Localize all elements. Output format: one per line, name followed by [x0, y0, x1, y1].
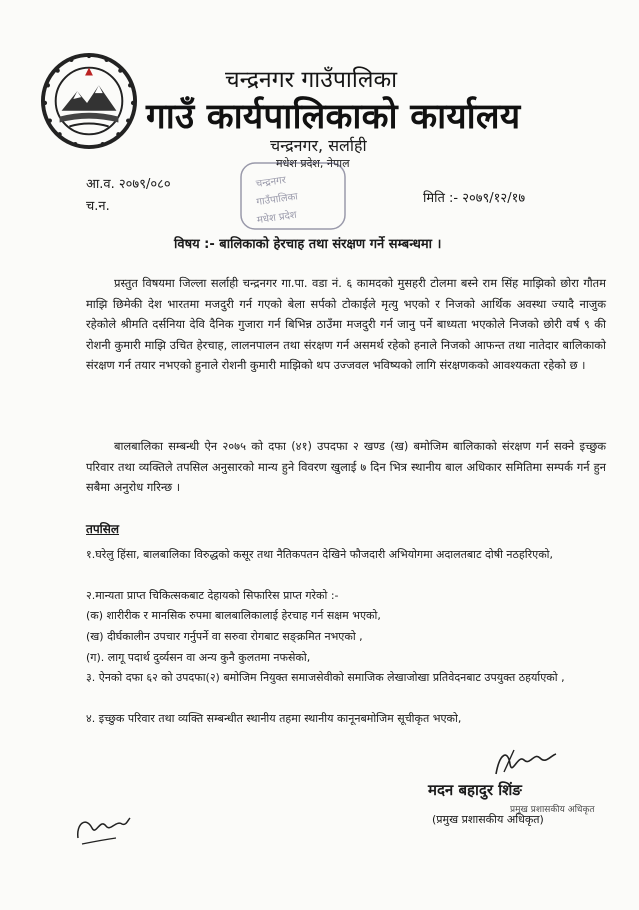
stamp-line-1: चन्द्रनगर [255, 174, 287, 190]
tapsil-item-2c: (ग). लागू पदार्थ दुर्व्यसन वा अन्य कुनै कुलतमा नफसेको, [86, 651, 311, 664]
signatory-name: मदन बहादुर शिंङ [428, 781, 522, 799]
tapsil-item-2: २.मान्यता प्राप्त चिकित्सकबाट देहायको सिफारिस प्राप्त गरेको :- [86, 589, 339, 602]
office-province: मधेश प्रदेश, नेपाल [276, 157, 350, 170]
tapsil-heading: तपसिल [86, 522, 120, 536]
tapsil-item-4: ४. इच्छुक परिवार तथा व्यक्ति सम्बन्धीत स्थानीय तहमा स्थानीय कानूनबमोजिम सूचीकृत भएको, [86, 712, 462, 725]
stamp-line-2: गाउँपालिका [255, 191, 299, 209]
municipality-logo [40, 52, 138, 150]
office-address: चन्द्रनगर, सर्लाही [270, 136, 367, 155]
office-stamp [238, 160, 348, 232]
tapsil-item-1: १.घरेलु हिंसा, बालबालिका विरुद्धको कसूर तथा नैतिकपतन देखिने फौजदारी अभियोगमा अदालतबाट दोषी नठहरिएको, [86, 548, 553, 561]
officer-signature [490, 746, 560, 780]
tapsil-item-2a: (क) शारीरीक र मानसिक रुपमा बालबालिकालाई हेरचाह गर्न सक्षम भएको, [86, 609, 381, 622]
signatory-title-small: प्रमुख प्रशासकीय अधिकृत [510, 805, 595, 815]
municipality-name: चन्द्रनगर गाउँपालिका [225, 67, 398, 93]
reference-number: च.न. [86, 199, 110, 214]
letter-date: मिति :- २०७९/१२/१७ [423, 191, 526, 206]
signatory-title: (प्रमुख प्रशासकीय अधिकृत) [432, 813, 544, 826]
fiscal-year: आ.व. २०७९/०८० [86, 177, 171, 192]
letter-subject: विषय :- बालिकाको हेरचाह तथा संरक्षण गर्ने सम्बन्धमा । [174, 237, 442, 252]
body-paragraph-2: बालबालिका सम्बन्धी ऐन २०७५ को दफा (४१) उपदफा २ खण्ड (ख) बमोजिम बालिकाको संरक्षण गर्न सक्ने इच्छुक परिवार तथा व्यक्तिले तपसिल अनुसारको मान्य हुने विवरण खुलाई ७ दिन भित्र स्थानीय बाल अधिकार समितिमा सम्पर्क गर्न हुन सबैमा अनुरोध गरिन्छ । [86, 439, 606, 495]
tapsil-item-2b: (ख) दीर्घकालीन उपचार गर्नुपर्ने वा सरुवा रोगबाट सङ्क्रमित नभएको , [86, 630, 363, 643]
stamp-line-3: मधेश प्रदेश [256, 209, 298, 227]
office-name: गाउँ कार्यपालिकाको कार्यालय [146, 97, 521, 137]
tapsil-item-3: ३. ऐनको दफा ६२ को उपदफा(२) बमोजिम नियुक्त समाजसेवीको समाजिक लेखाजोखा प्रतिवेदनबाट उपयुक्त ठहर्याएको , [86, 671, 565, 684]
body-paragraph-1: प्रस्तुत विषयमा जिल्ला सर्लाही चन्द्रनगर गा.पा. वडा नं. ६ कामदको मुसहरी टोलमा बस्ने राम सिंह माझिको छोरा गौतम माझि छिमेकी देश भारतमा मजदुरी गर्न गएको बेला सर्पको टोकाईले मृत्यु भएको र निजको आर्थिक अवस्था ज्यादै नाजुक रहेकोले श्रीमति दर्सनिया देवि दैनिक गुजारा गर्न बिभिन्न ठाउँमा मजदुरी गर्न जानु पर्ने बाध्यता भएकोले निजको छोरी वर्ष ९ की रोशनी कुमारी माझि उचित हेरचाह, लालनपालन तथा संरक्षण गर्न असमर्थ रहेको हनाले निजको आफन्त तथा नातेदार बालिकाको संरक्षण गर्न तयार नभएको हुनाले रोशनी कुमारी माझिको थप उज्जवल भविष्यको लागि संरक्षणकको आवश्यकता रहेको छ । [86, 276, 606, 373]
initial-signature [72, 806, 132, 848]
